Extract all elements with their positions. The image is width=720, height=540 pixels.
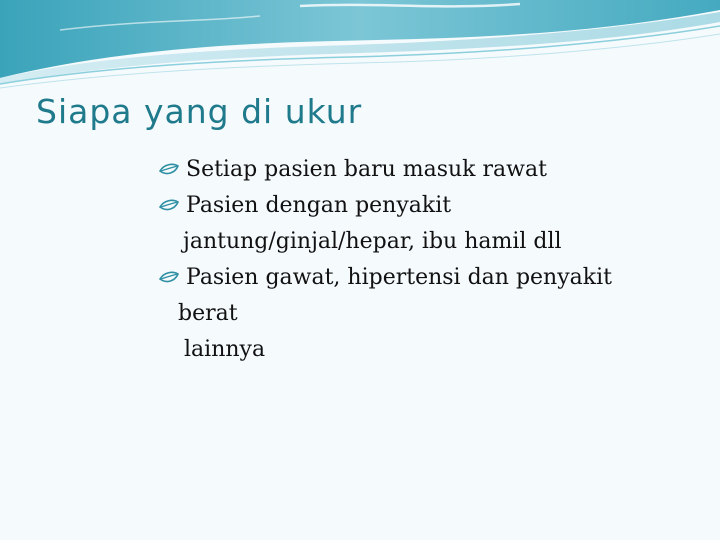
leaf-bullet-icon bbox=[158, 199, 186, 213]
leaf-bullet-icon bbox=[158, 271, 186, 285]
bullet-text: Pasien dengan penyakit bbox=[186, 193, 452, 218]
bullet-list bbox=[158, 158, 698, 374]
bullet-continuation: jantung/ginjal/hepar, ibu hamil dll bbox=[183, 229, 562, 254]
slide-title: Siapa yang di ukur bbox=[36, 92, 363, 131]
leaf-bullet-icon bbox=[158, 163, 186, 177]
bullet-text: Setiap pasien baru masuk rawat bbox=[186, 157, 547, 182]
bullet-continuation: berat bbox=[178, 301, 238, 326]
bullet-text: Pasien gawat, hipertensi dan penyakit bbox=[186, 265, 612, 290]
bullet-continuation: lainnya bbox=[184, 337, 266, 362]
bullet-item-1 bbox=[158, 158, 698, 182]
bullet-item-2 bbox=[158, 194, 698, 218]
bullet-item-3 bbox=[158, 266, 698, 290]
header-wave-decoration bbox=[0, 0, 720, 90]
